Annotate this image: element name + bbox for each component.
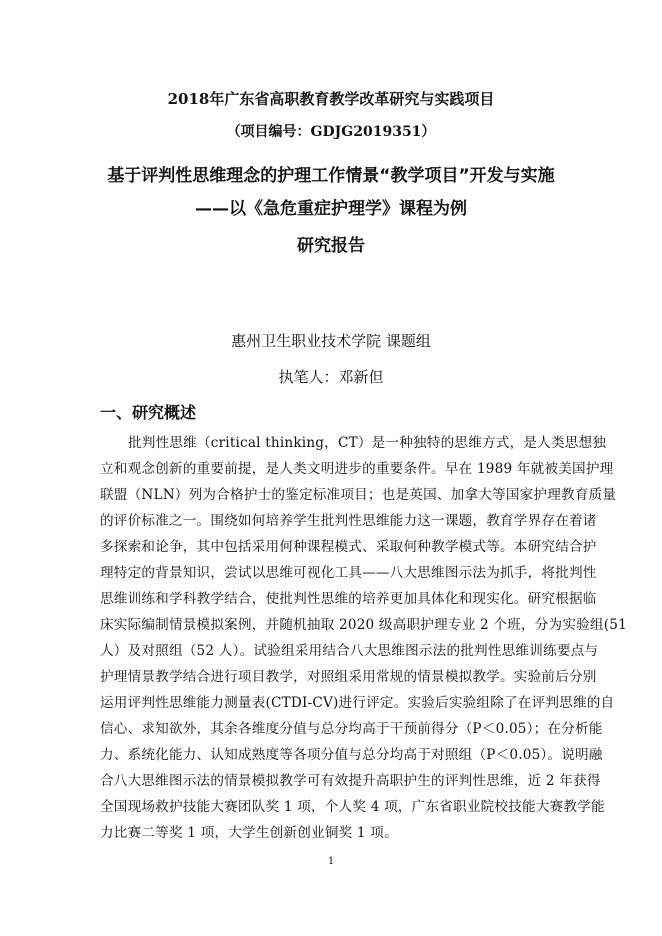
- paragraph-line: 立和观念创新的重要前提，是人类文明进步的重要条件。早在 1989 年就被美国护理: [100, 461, 614, 477]
- paragraph-line: 的评价标准之一。围绕如何培养学生批判性思维能力这一课题，教育学界存在着诸: [100, 513, 597, 529]
- page-number: 1: [327, 856, 335, 867]
- paragraph-line: 人）及对照组（52 人）。试验组采用结合八大思维图示法的批判性思维训练要点与: [100, 643, 599, 659]
- document-title: 基于评判性思维理念的护理工作情景“教学项目”开发与实施: [107, 166, 555, 186]
- project-line: 2018年广东省高职教育教学改革研究与实践项目: [167, 90, 495, 108]
- paragraph-line: 运用评判性思维能力测量表(CTDI-CV)进行评定。实验后实验组除了在评判思维的自: [100, 695, 615, 711]
- paragraph-line: 护理情景教学结合进行项目教学，对照组采用常规的情景模拟教学。实验前后分别: [100, 669, 597, 685]
- paragraph-line: 力、系统化能力、认知成熟度等各项分值与总分均高于对照组（P＜0.05）。说明融: [100, 747, 603, 763]
- report-type: 研究报告: [297, 236, 365, 256]
- paragraph-line: 联盟（NLN）列为合格护士的鉴定标准项目；也是英国、加拿大等国家护理教育质量: [100, 487, 617, 503]
- paragraph-line: 多探索和论争，其中包括采用何种课程模式、采取何种教学模式等。本研究结合护: [100, 539, 597, 555]
- body-paragraph: [100, 430, 627, 846]
- paragraph-line: 全国现场救护技能大赛团队奖 1 项，个人奖 4 项，广东省职业院校技能大赛教学能: [100, 799, 605, 815]
- paragraph-line: 床实际编制情景模拟案例，并随机抽取 2020 级高职护理专业 2 个班，分为实验组(51: [100, 617, 627, 633]
- paragraph-line: 理特定的背景知识，尝试以思维可视化工具——八大思维图示法为抓手，将批判性: [100, 565, 597, 581]
- paragraph-line: 合八大思维图示法的情景模拟教学可有效提升高职护生的评判性思维，近 2 年获得: [100, 773, 601, 789]
- section-heading: 一、研究概述: [100, 403, 197, 422]
- paragraph-line: 批判性思维（critical thinking，CT）是一种独特的思维方式，是人类思想独: [128, 435, 607, 451]
- paragraph-line: 思维训练和学科教学结合，使批判性思维的培养更加具体化和现实化。研究根据临: [100, 591, 597, 607]
- author: 执笔人：邓新但: [278, 368, 384, 386]
- project-code: （项目编号：GDJG2019351）: [226, 124, 436, 140]
- paragraph-line: 信心、求知欲外，其余各维度分值与总分均高于干预前得分（P＜0.05）；在分析能: [100, 721, 603, 737]
- paragraph-line: 力比赛二等奖 1 项，大学生创新创业铜奖 1 项。: [100, 825, 398, 841]
- organization: 惠州卫生职业技术学院 课题组: [231, 332, 431, 350]
- document-subtitle: ——以《急危重症护理学》课程为例: [195, 199, 467, 219]
